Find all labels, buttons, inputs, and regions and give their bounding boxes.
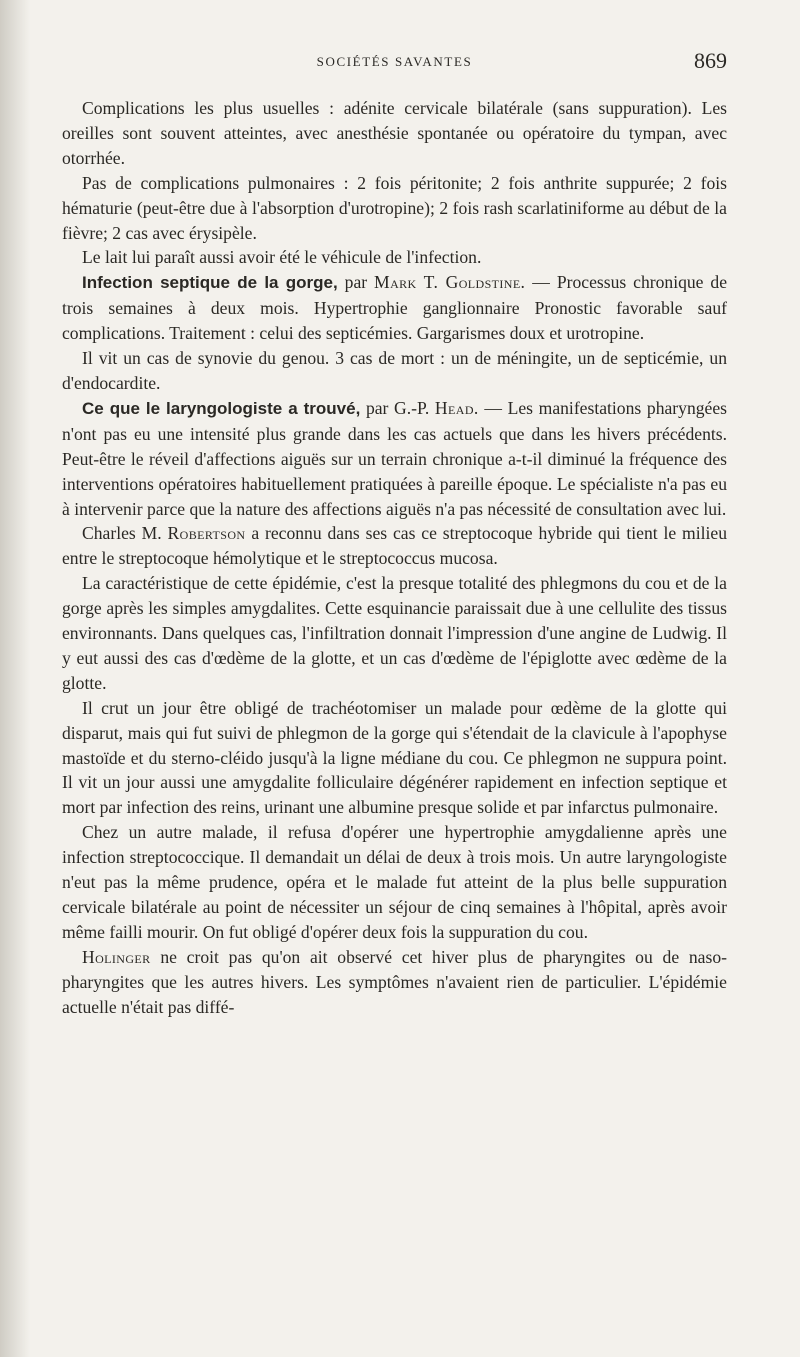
section-heading-laryngologist: Ce que le laryngologiste a trouvé, <box>82 398 361 418</box>
paragraph-text: a reconnu dans ses cas ce streptocoque hybride qui tient le milieu entre le streptocoque hémolytique et le streptococcus mucosa. <box>62 523 728 569</box>
paragraph-holinger <box>62 945 727 1020</box>
paragraph-goldstine <box>62 270 727 346</box>
paragraph-text: ne croit pas qu'on ait observé cet hiver plus de pharyngites ou de naso-pharyngites que les autres hivers. Les symptômes n'avaient rien de particulier. L'épidémie actuelle n'était pas diffé- <box>62 946 727 1017</box>
paragraph-pulmonary: Pas de complications pulmonaires : 2 fois péritonite; 2 fois anthrite suppurée; 2 fois hématurie (peut-être due à l'absorption d'urotropine); 2 fois rash scarlatiniforme au début de la fièvre; 2 cas avec érysipèle. <box>62 172 727 243</box>
paragraph-synovie: Il vit un cas de synovie du genou. 3 cas de mort : un de méningite, un de septicémie, un d'endocardite. <box>62 348 727 393</box>
paragraph-complications: Complications les plus usuelles : adénite cervicale bilatérale (sans suppuration). Les oreilles sont souvent atteintes, avec anesthésie spontanée ou opératoire du tympan, avec otorrhée. <box>62 98 727 168</box>
author-holinger: Holinger <box>82 946 151 967</box>
page-number: 869 <box>694 48 727 73</box>
paragraph-epidemic: La caractéristique de cette épidémie, c'est la presque totalité des phlegmons du cou et de la gorge après les simples amygdalites. Cette esquinancie paraissait due à une cellulite des tissus environnants. Dans quelques cas, l'infiltration donnait l'impression d'une angine de Ludwig. Il y eut aussi des cas d'œdème de la glotte, et un cas d'œdème de l'épiglotte avec œdème de la glotte. <box>62 573 727 693</box>
byline-par: par <box>344 272 368 293</box>
paragraph-text: — Les manifestations pharyngées n'ont pas eu une intensité plus grande dans les cas actuels que dans les hivers précédents. Peut-être le réveil d'affections aiguës sur un terrain chronique a-t-il diminué la fréquence des interventions opératoires habituellement pratiquées à pareille époque. Le spécialiste n'a pas eu à intervenir parce que la nature des affections aiguës n'a pas nécessité de consultation avec lui. <box>62 397 728 519</box>
paragraph-text: — Processus chronique de trois semaines à deux mois. Hypertrophie ganglionnaire Pronostic favorable sauf complications. Traitement : celui des septicémies. Gargarismes doux et urotropine. <box>62 272 728 344</box>
page-header <box>62 48 727 82</box>
author-robertson: Robertson <box>167 523 246 544</box>
section-heading-septic-throat: Infection septique de la gorge, <box>82 273 338 293</box>
paragraph-other-patient: Chez un autre malade, il refusa d'opérer une hypertrophie amygdalienne après une infection streptococcique. Il demandait un délai de deux à trois mois. Un autre laryngologiste n'eut pas la même prudence, opéra et le malade fut atteint de la plus belle suppuration cervicale bilatérale au point de nécessiter un séjour de cinq semaines à l'hôpital, après avoir même failli mourir. On fut obligé d'opérer deux fois la suppuration du cou. <box>62 822 727 942</box>
page-edge-shadow <box>0 0 30 1357</box>
author-head: Head. <box>434 397 479 418</box>
author-goldstine: Mark T. Goldstine. <box>374 272 526 293</box>
paragraph-robertson <box>62 521 727 571</box>
paragraph-head <box>62 396 727 522</box>
byline-par: par G.-P. <box>365 397 430 418</box>
paragraph-tracheotomy: Il crut un jour être obligé de trachéotomiser un malade pour œdème de la glotte qui disparut, mais qui fut suivi de phlegmon de la gorge qui s'étendait de la clavicule à l'apophyse mastoïde et du sterno-cléido jusqu'à la ligne médiane du cou. Ce phlegmon ne suppura point. Il vit un jour aussi une amygdalite folliculaire dégénérer rapidement en infection septique et mort par infection des reins, urinant une albumine presque solide et par infarctus pulmonaire. <box>62 697 727 818</box>
paragraph-milk: Le lait lui paraît aussi avoir été le véhicule de l'infection. <box>82 247 482 268</box>
running-head: SOCIÉTÉS SAVANTES <box>316 54 473 69</box>
author-prefix: Charles M. <box>82 523 162 544</box>
article-body <box>62 96 727 1020</box>
